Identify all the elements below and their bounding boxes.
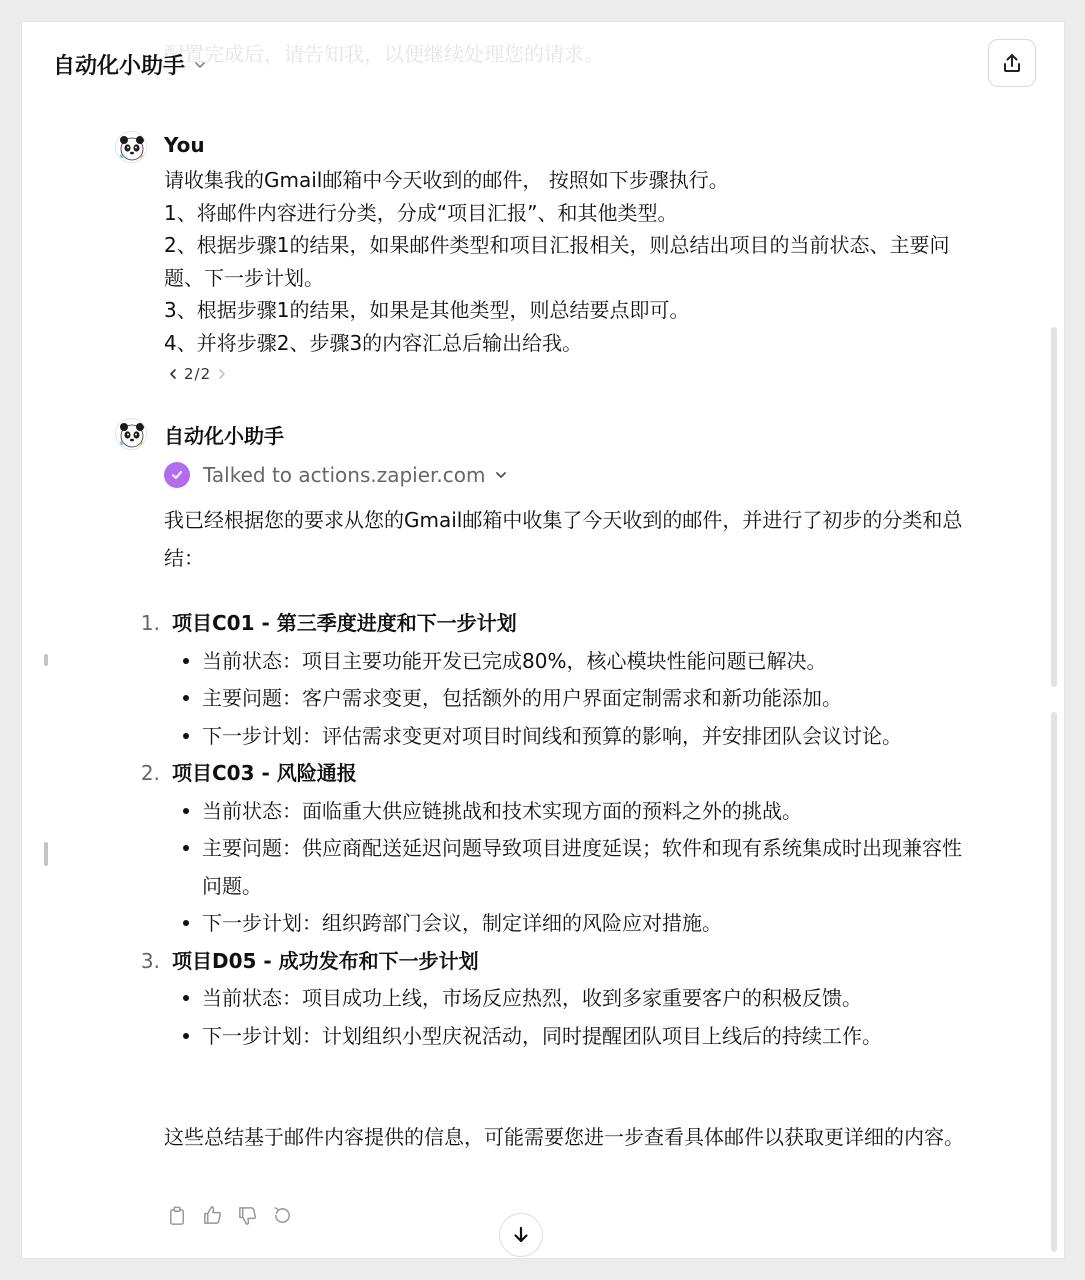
user-avatar: [115, 131, 147, 163]
bullet-text: 当前状态：面临重大供应链挑战和技术实现方面的预料之外的挑战。: [202, 798, 802, 823]
page-title: 自动化小助手: [53, 54, 186, 79]
bullet-point: [136, 830, 976, 905]
summary-list: [136, 605, 976, 1055]
user-message-line: 请收集我的Gmail邮箱中今天收到的邮件， 按照如下步骤执行。: [164, 168, 729, 192]
resize-handle[interactable]: [44, 654, 48, 666]
user-message-line: 4、并将步骤2、步骤3的内容汇总后输出给我。: [164, 330, 583, 355]
bullet-text: 下一步计划：评估需求变更对项目时间线和预算的影响，并安排团队会议讨论。: [202, 723, 902, 748]
user-name: You: [164, 133, 205, 157]
chevron-left-icon[interactable]: [166, 367, 180, 381]
arrow-down-icon: [510, 1224, 532, 1246]
assistant-avatar: [115, 418, 147, 450]
bullet-dot: [183, 695, 189, 701]
bullet-dot: [183, 845, 189, 851]
check-circle-icon: [164, 462, 190, 488]
bullet-text: 主要问题：客户需求变更，包括额外的用户界面定制需求和新功能添加。: [202, 686, 842, 710]
bullet-text: 当前状态：项目主要功能开发已完成80%，核心模块性能问题已解决。: [202, 648, 827, 673]
bullet-text: 主要问题：供应商配送延迟问题导致项目进度延误；软件和现有系统集成时出现兼容性问题。: [202, 836, 962, 898]
chat-window: [22, 22, 1064, 1258]
panda-avatar-icon: [116, 419, 147, 450]
previous-message-fragment: 配置完成后，请告知我，以便继续处理您的请求。: [164, 42, 604, 66]
message-version-pager: [166, 365, 229, 383]
bullet-point: [136, 643, 976, 681]
user-message: [164, 164, 964, 359]
regenerate-icon[interactable]: [271, 1204, 294, 1227]
bullet-dot: [183, 808, 189, 814]
list-item-number: 3.: [140, 948, 160, 973]
chevron-down-icon: [193, 58, 207, 72]
resize-handle[interactable]: [44, 842, 48, 866]
bullet-text: 下一步计划：计划组织小型庆祝活动，同时提醒团队项目上线后的持续工作。: [202, 1023, 882, 1048]
bullet-dot: [183, 920, 189, 926]
tool-call-label: Talked to actions.zapier.com: [203, 463, 486, 487]
list-item-title: 项目D05 - 成功发布和下一步计划: [172, 948, 479, 973]
bullet-point: [136, 1018, 976, 1056]
bullet-point: [136, 680, 976, 718]
bullet-dot: [183, 995, 189, 1001]
chevron-right-icon[interactable]: [215, 367, 229, 381]
share-button[interactable]: [988, 39, 1036, 87]
gpt-selector[interactable]: [53, 49, 207, 80]
bullet-dot: [183, 658, 189, 664]
chevron-down-icon: [494, 468, 508, 482]
bullet-text: 当前状态：项目成功上线，市场反应热烈，收到多家重要客户的积极反馈。: [202, 986, 862, 1010]
scrollbar-track[interactable]: [1051, 712, 1057, 1252]
bullet-point: [136, 905, 976, 943]
user-message-line: 3、根据步骤1的结果，如果是其他类型，则总结要点即可。: [164, 298, 690, 322]
bullet-text: 下一步计划：组织跨部门会议，制定详细的风险应对措施。: [202, 911, 722, 935]
list-item: [136, 755, 976, 793]
bullet-dot: [183, 733, 189, 739]
bullet-point: [136, 793, 976, 831]
assistant-outro: 这些总结基于邮件内容提供的信息，可能需要您进一步查看具体邮件以获取更详细的内容。: [164, 1125, 964, 1149]
assistant-name: 自动化小助手: [164, 424, 284, 448]
list-item-number: 1.: [140, 611, 160, 635]
bullet-point: [136, 718, 976, 756]
assistant-intro: 我已经根据您的要求从您的Gmail邮箱中收集了今天收到的邮件，并进行了初步的分类和总结：: [164, 508, 963, 570]
version-counter: 2/2: [184, 365, 212, 383]
list-item-title: 项目C03 - 风险通报: [172, 761, 357, 785]
thumbs-down-icon[interactable]: [236, 1204, 259, 1227]
message-actions: [166, 1204, 294, 1227]
bullet-point: [136, 980, 976, 1018]
thumbs-up-icon[interactable]: [201, 1204, 224, 1227]
list-item-title: 项目C01 - 第三季度进度和下一步计划: [172, 611, 517, 635]
list-item-number: 2.: [140, 761, 160, 785]
panda-avatar-icon: [116, 132, 147, 163]
bullet-dot: [183, 1033, 189, 1039]
tool-call-toggle[interactable]: [164, 462, 508, 488]
share-icon: [1001, 52, 1023, 74]
scrollbar-track[interactable]: [1051, 327, 1057, 687]
list-item: [136, 943, 976, 981]
scroll-to-bottom-button[interactable]: [499, 1213, 543, 1257]
list-item: [136, 605, 976, 643]
copy-icon[interactable]: [166, 1204, 189, 1227]
user-message-line: 1、将邮件内容进行分类，分成“项目汇报”、和其他类型。: [164, 200, 678, 225]
user-message-line: 2、根据步骤1的结果，如果邮件类型和项目汇报相关，则总结出项目的当前状态、主要问题、下一步计划。: [164, 233, 950, 290]
